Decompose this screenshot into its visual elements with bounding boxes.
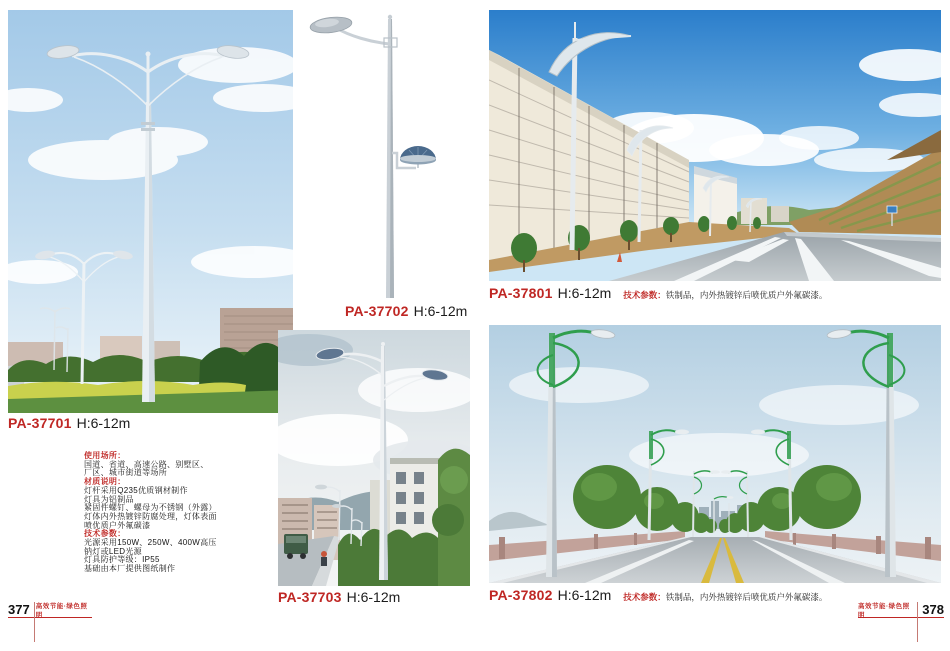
spec-material-line: 灯具为铝制品	[84, 494, 134, 504]
product-height-pa37802: H:6-12m	[557, 587, 612, 603]
footer-divider-left	[34, 602, 35, 642]
spec-tech-line: 钠灯或LED光源	[84, 546, 142, 556]
spec-block	[84, 452, 299, 574]
product-code-pa37702: PA-37702	[345, 303, 409, 319]
page-number-left: 377	[8, 602, 30, 617]
photo-pa-37802	[489, 325, 941, 583]
product-label-pa37801	[489, 285, 827, 301]
product-height-pa37801: H:6-12m	[557, 285, 612, 301]
product-code-pa37703: PA-37703	[278, 589, 342, 605]
photo-pa-37703	[278, 330, 470, 586]
tech-note-title: 技术参数：	[623, 592, 666, 602]
product-height-pa37701: H:6-12m	[76, 415, 131, 431]
photo-pa-37801	[489, 10, 941, 281]
product-code-pa37701: PA-37701	[8, 415, 72, 431]
tech-note-text: 铁制品，内外热镀锌后喷优质户外氟碳漆。	[665, 592, 828, 602]
product-height-pa37703: H:6-12m	[346, 589, 401, 605]
spec-tech-line: 基础由本厂提供图纸制作	[84, 564, 176, 574]
tech-note-pa37801	[623, 289, 827, 301]
product-code-pa37802: PA-37802	[489, 587, 553, 603]
product-label-pa37702	[345, 303, 467, 319]
tech-note-pa37802	[623, 591, 827, 603]
footer-slogan-left: 高效节能·绿色照明	[35, 602, 88, 619]
photo-pa-37801-svg	[489, 10, 941, 281]
product-label-pa37703	[278, 589, 400, 605]
photo-pa-37702	[300, 8, 470, 300]
photo-pa-37703-svg	[278, 330, 470, 586]
photo-pa-37802-svg	[489, 325, 941, 583]
spec-tech-title: 技术参数：	[84, 529, 126, 539]
spec-usage-line: 厂区、城市街道等场所	[84, 468, 167, 478]
spec-usage-line: 国道、省道、高速公路、别墅区、	[84, 459, 209, 469]
spec-material-line: 灯体内外热镀锌防腐处理，灯体表面	[84, 511, 217, 521]
spec-tech-line: 灯具防护等级：IP55	[84, 555, 160, 565]
spec-material-line: 灯杆采用Q235优质钢材制作	[84, 485, 188, 495]
footer-slogan-right: 高效节能·绿色照明	[858, 602, 910, 619]
photo-pa-37701	[8, 10, 293, 413]
tech-note-text: 铁制品，内外热镀锌后喷优质户外氟碳漆。	[665, 290, 828, 300]
product-label-pa37701	[8, 415, 130, 431]
photo-pa-37702-svg	[300, 8, 470, 300]
product-height-pa37702: H:6-12m	[413, 303, 468, 319]
page-number-right: 378	[922, 602, 944, 617]
spec-material-line: 紧固件螺钉、螺母为不锈钢（外露）	[84, 503, 217, 513]
product-code-pa37801: PA-37801	[489, 285, 553, 301]
spec-material-title: 材质说明：	[84, 477, 126, 487]
footer-divider-right	[917, 602, 918, 642]
tech-note-title: 技术参数：	[623, 290, 666, 300]
product-label-pa37802	[489, 587, 827, 603]
spec-material-line: 喷优质户外氟碳漆	[84, 520, 151, 530]
spec-tech-line: 光源采用150W、250W、400W高压	[84, 538, 217, 548]
footer-left	[8, 602, 92, 618]
footer-right	[858, 602, 944, 618]
photo-pa-37701-svg	[8, 10, 293, 413]
spec-usage-title: 使用场所：	[84, 451, 126, 460]
